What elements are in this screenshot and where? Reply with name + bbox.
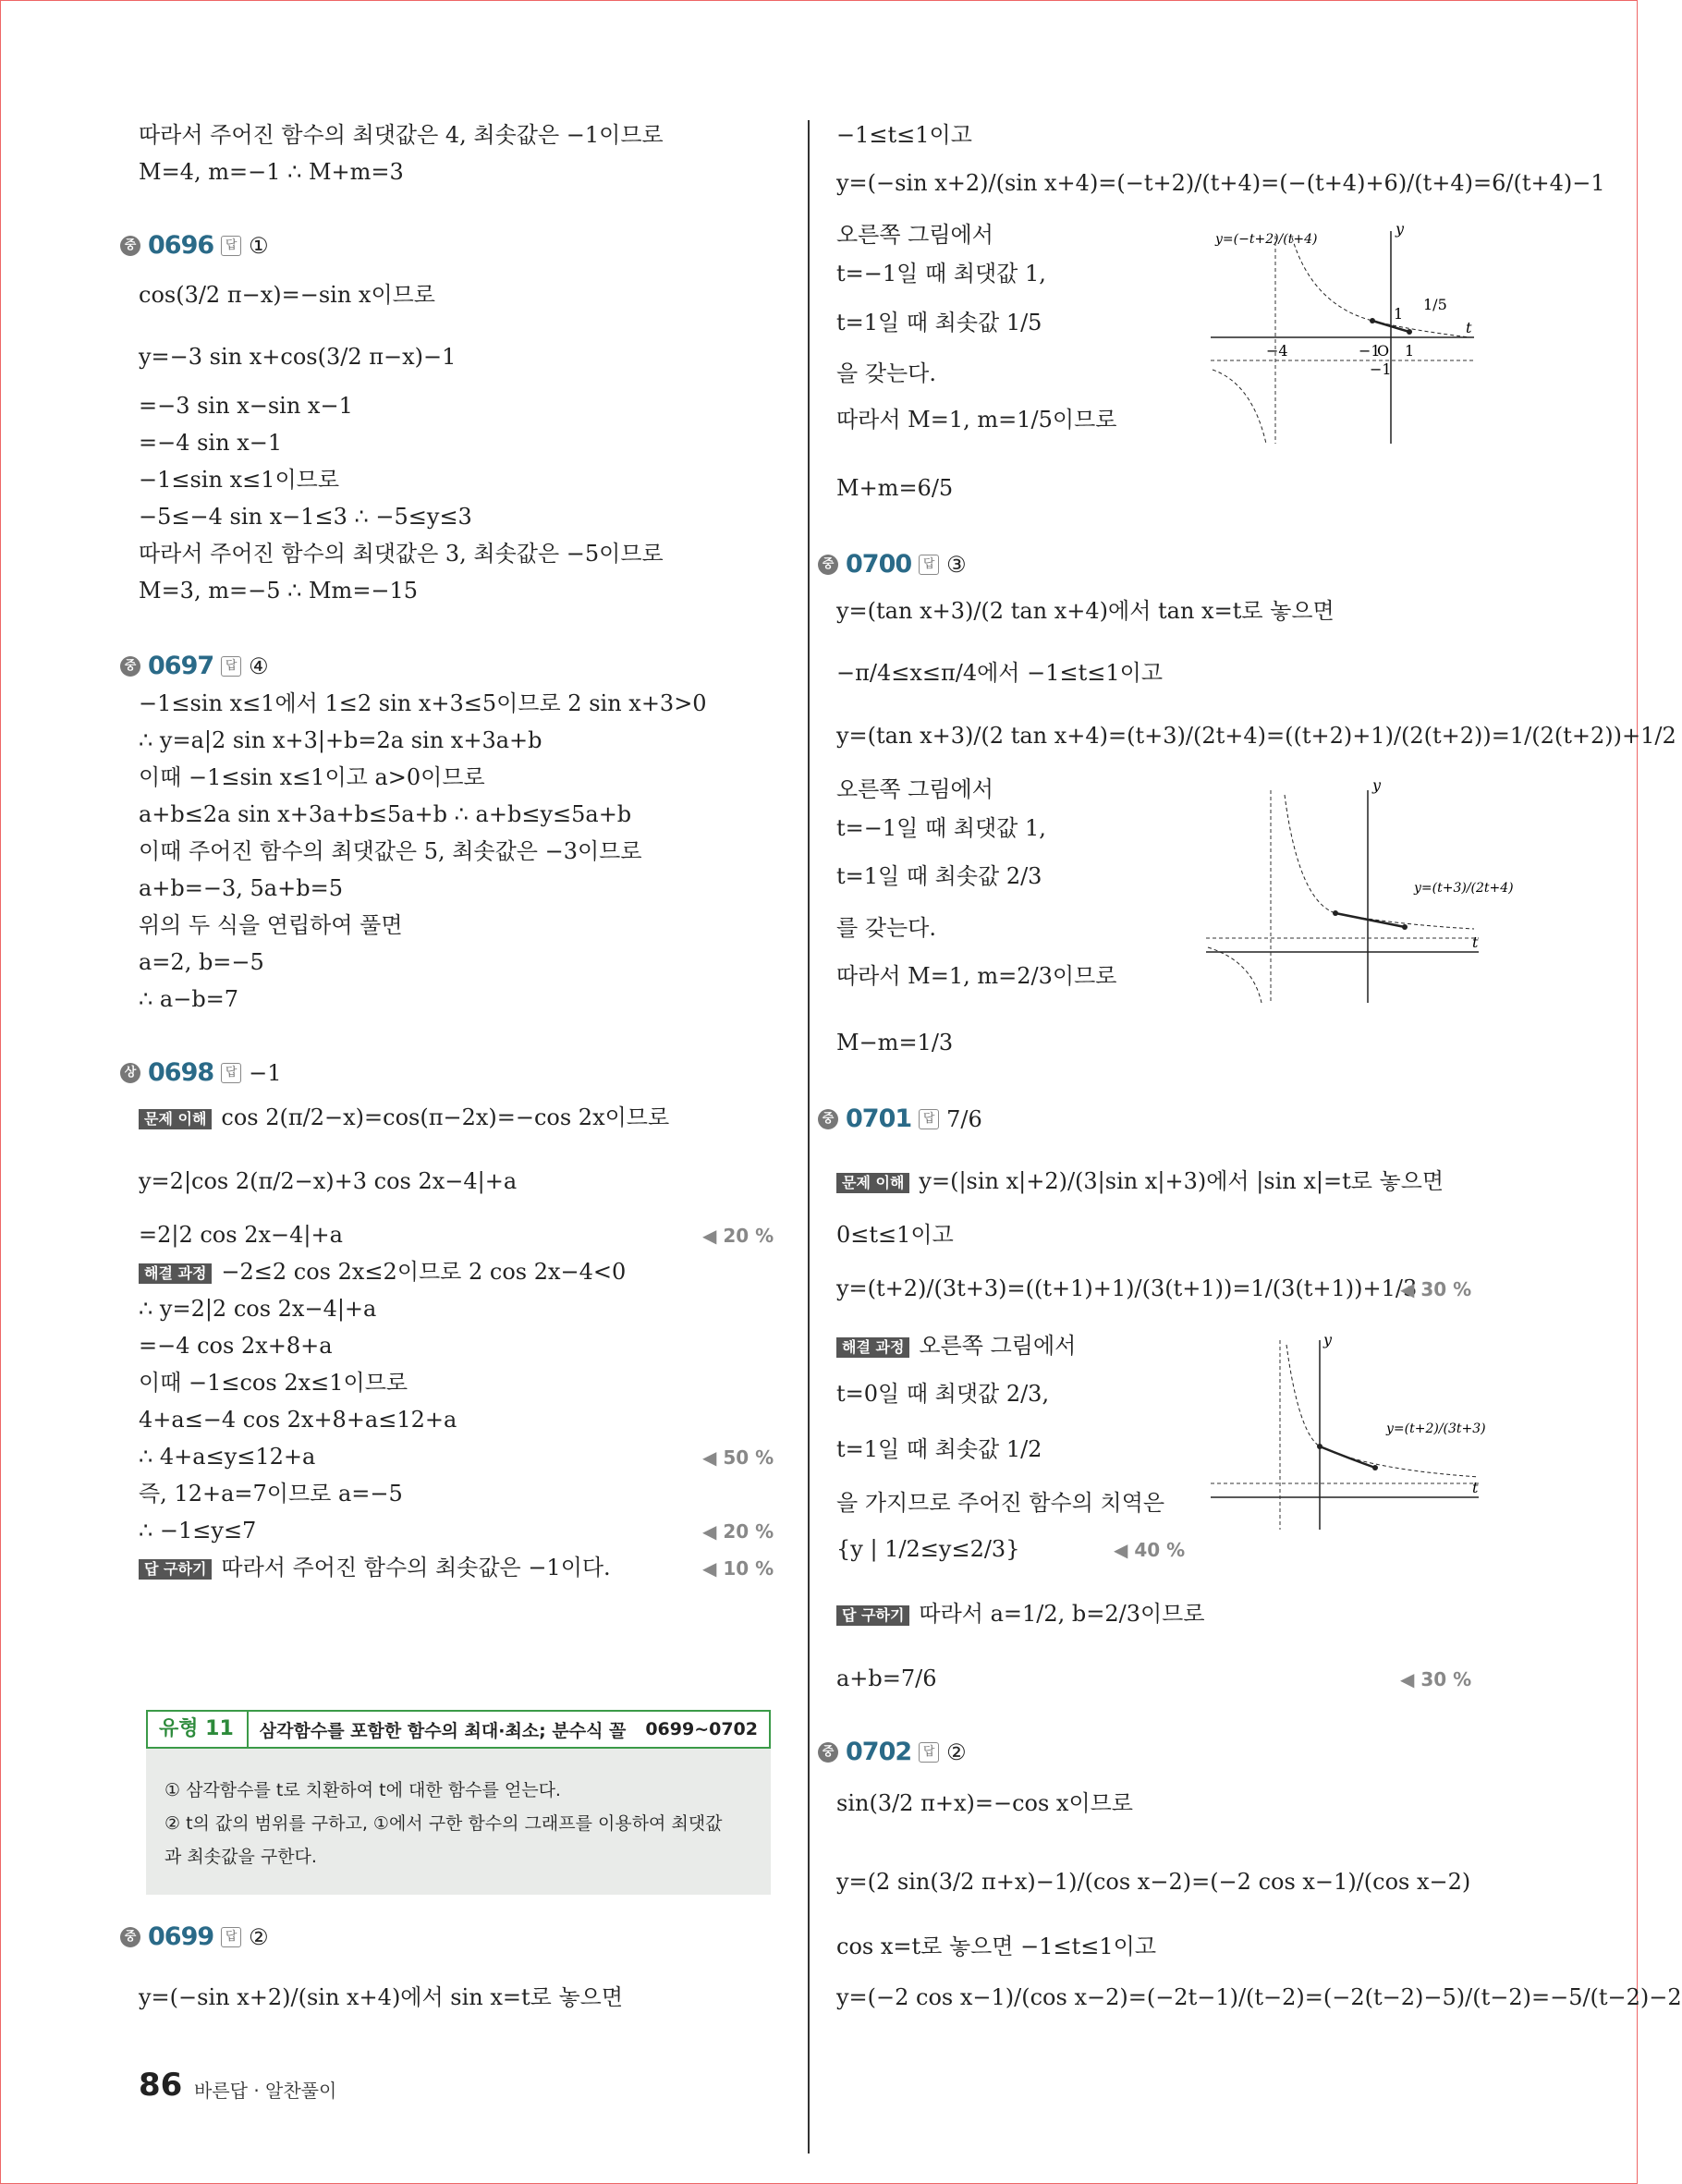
text-span: cos 2(π/2−x)=cos(π−2x)=−cos 2x이므로 (221, 1104, 670, 1130)
footer-title: 바른답 · 알찬풀이 (194, 2080, 337, 2102)
point (1402, 924, 1408, 930)
text-line (836, 1166, 1444, 1196)
answer: ① (249, 232, 269, 259)
graph-0700 (1206, 776, 1514, 1007)
text-line: cos x=t로 놓으면 −1≤t≤1이고 (836, 1934, 1156, 1959)
text-span: 따라서 a=1/2, b=2/3이므로 (919, 1601, 1205, 1627)
tick-label: −4 (1266, 342, 1288, 360)
graph-0701 (1211, 1331, 1486, 1534)
text-line: ∴ a−b=7 (139, 986, 239, 1012)
text-line: 따라서 주어진 함수의 최댓값은 3, 최솟값은 −5이므로 (139, 541, 664, 567)
text-line: =2|2 cos 2x−4|+a (139, 1222, 343, 1248)
text-line: ∴ 4+a≤y≤12+a (139, 1444, 316, 1470)
step-tag: 해결 과정 (836, 1337, 909, 1358)
answer: −1 (249, 1059, 282, 1086)
text-span: 오른쪽 그림에서 (919, 1333, 1077, 1359)
problem-number: 0698 (148, 1058, 214, 1087)
text-line: ∴ y=2|2 cos 2x−4|+a (139, 1296, 377, 1322)
problem-number: 0701 (846, 1104, 912, 1133)
problem-header-0696 (120, 231, 269, 260)
text-line: 위의 두 식을 연립하여 풀면 (139, 912, 403, 938)
tick-label: 1 (1405, 342, 1415, 360)
text-line: M=4, m=−1 ∴ M+m=3 (139, 159, 404, 185)
answer-label: 답 (919, 1109, 939, 1129)
tick-label: 1/5 (1423, 296, 1447, 313)
answer-label: 답 (221, 656, 241, 677)
difficulty-badge: 중 (818, 555, 838, 575)
type-box-header (146, 1710, 771, 1749)
text-line: −1≤sin x≤1에서 1≤2 sin x+3≤5이므로 2 sin x+3>0 (139, 690, 707, 716)
type-box (146, 1710, 771, 1895)
problem-header-0697 (120, 652, 269, 680)
type-box-line: ② t의 값의 범위를 구하고, ①에서 구한 함수의 그래프를 이용하여 최댓값 (165, 1813, 723, 1834)
problem-header-0699 (120, 1922, 269, 1951)
answer-label: 답 (919, 555, 939, 575)
answer-label: 답 (919, 1742, 939, 1763)
curve-segment (1320, 1446, 1375, 1468)
axis-label: y (1372, 776, 1382, 794)
score-percent: ◀ 10 % (702, 1557, 774, 1580)
text-line: 오른쪽 그림에서 (836, 776, 993, 802)
problem-number: 0697 (148, 652, 214, 680)
text-line: 이때 −1≤cos 2x≤1이므로 (139, 1370, 408, 1396)
point (1370, 318, 1375, 323)
text-line: =−4 cos 2x+8+a (139, 1333, 333, 1359)
text-line: cos(3/2 π−x)=−sin x이므로 (139, 282, 435, 308)
text-line: t=−1일 때 최댓값 1, (836, 815, 1046, 841)
tick-label: 1 (1394, 305, 1404, 323)
axis-label: t (1466, 319, 1472, 336)
text-line: M+m=6/5 (836, 475, 954, 501)
point (1407, 329, 1412, 335)
answer-label: 답 (221, 1927, 241, 1947)
text-line: 을 갖는다. (836, 360, 936, 386)
curve (1286, 1345, 1479, 1477)
text-line: ∴ −1≤y≤7 (139, 1518, 257, 1543)
step-tag: 답 구하기 (139, 1559, 212, 1580)
difficulty-badge: 상 (120, 1063, 140, 1083)
problem-header-0698 (120, 1058, 282, 1087)
text-line: y=(tan x+3)/(2 tan x+4)=(t+3)/(2t+4)=((t+2)+1)/(2(t+2))=1/(2(t+2))+1/2 (836, 723, 1676, 749)
text-line: −1≤sin x≤1이므로 (139, 467, 340, 493)
text-line: =−4 sin x−1 (139, 430, 283, 456)
difficulty-badge: 중 (120, 656, 140, 677)
axis-label: y (1323, 1331, 1333, 1348)
graph-0699 (1211, 217, 1479, 448)
text-line (139, 1553, 611, 1582)
text-line (836, 1331, 1076, 1360)
text-line: M=3, m=−5 ∴ Mm=−15 (139, 578, 419, 604)
difficulty-badge: 중 (818, 1742, 838, 1763)
type-range: 0699~0702 (645, 1719, 758, 1739)
text-line: y=(t+2)/(3t+3)=((t+1)+1)/(3(t+1))=1/(3(t+1))+1/3 (836, 1275, 1418, 1301)
curve (1285, 795, 1474, 929)
problem-number: 0700 (846, 550, 912, 579)
text-line: y=2|cos 2(π/2−x)+3 cos 2x−4|+a (139, 1168, 518, 1194)
text-line: t=1일 때 최솟값 1/2 (836, 1436, 1042, 1462)
text-line: −1≤t≤1이고 (836, 122, 972, 148)
text-line: 0≤t≤1이고 (836, 1222, 954, 1248)
text-line: a=2, b=−5 (139, 949, 264, 975)
axis-label: t (1472, 1479, 1479, 1496)
text-line: 즉, 12+a=7이므로 a=−5 (139, 1481, 403, 1507)
text-line: t=1일 때 최솟값 1/5 (836, 310, 1042, 336)
text-line: y=(−sin x+2)/(sin x+4)에서 sin x=t로 놓으면 (139, 1984, 624, 2010)
answer: 7/6 (946, 1105, 982, 1132)
problem-header-0701 (818, 1104, 982, 1133)
difficulty-badge: 중 (818, 1109, 838, 1129)
text-span: y=(|sin x|+2)/(3|sin x|+3)에서 |sin x|=t로 놓으면 (919, 1168, 1444, 1194)
answer-label: 답 (221, 1063, 241, 1083)
text-line: {y | 1/2≤y≤2/3} (836, 1536, 1020, 1562)
answer: ③ (946, 551, 967, 578)
text-line: a+b≤2a sin x+3a+b≤5a+b ∴ a+b≤y≤5a+b (139, 801, 632, 827)
answer: ④ (249, 653, 269, 679)
text-line (139, 1103, 669, 1132)
text-line: ∴ y=a|2 sin x+3|+b=2a sin x+3a+b (139, 727, 542, 753)
curve-label: y=(−t+2)/(t+4) (1215, 232, 1318, 247)
curve-segment (1335, 913, 1405, 927)
type-box-line: ① 삼각함수를 t로 치환하여 t에 대한 함수를 얻는다. (165, 1780, 561, 1800)
difficulty-badge: 중 (120, 236, 140, 256)
answer-label: 답 (221, 236, 241, 256)
step-tag: 문제 이해 (836, 1173, 909, 1193)
text-line: 따라서 주어진 함수의 최댓값은 4, 최솟값은 −1이므로 (139, 122, 664, 148)
text-line: y=(2 sin(3/2 π+x)−1)/(cos x−2)=(−2 cos x−1)/(cos x−2) (836, 1869, 1471, 1895)
score-percent: ◀ 30 % (1400, 1278, 1472, 1300)
text-line: 따라서 M=1, m=1/5이므로 (836, 407, 1117, 433)
text-line: 오른쪽 그림에서 (836, 222, 993, 248)
point (1333, 910, 1338, 916)
point (1317, 1444, 1322, 1449)
text-line: 4+a≤−4 cos 2x+8+a≤12+a (139, 1407, 457, 1433)
curve (1213, 370, 1266, 444)
page-number: 86 (139, 2067, 183, 2104)
text-span: −2≤2 cos 2x≤2이므로 2 cos 2x−4<0 (221, 1259, 627, 1285)
text-line: 이때 주어진 함수의 최댓값은 5, 최솟값은 −3이므로 (139, 838, 642, 864)
text-line: 따라서 M=1, m=2/3이므로 (836, 963, 1117, 989)
tick-label: −1 (1370, 360, 1392, 378)
text-line: 을 가지므로 주어진 함수의 치역은 (836, 1490, 1165, 1516)
problem-number: 0699 (148, 1922, 214, 1951)
point (1372, 1465, 1378, 1470)
text-line: t=0일 때 최댓값 2/3, (836, 1381, 1050, 1407)
curve (1208, 947, 1262, 1003)
curve-label: y=(t+3)/(2t+4) (1414, 881, 1514, 896)
tick-label: O (1377, 342, 1390, 360)
tick-label: −1 (1359, 342, 1381, 360)
text-line: =−3 sin x−sin x−1 (139, 393, 353, 419)
difficulty-badge: 중 (120, 1927, 140, 1947)
type-title: 삼각함수를 포함한 함수의 최대·최소; 분수식 꼴 (259, 1720, 627, 1741)
text-line: a+b=7/6 (836, 1665, 937, 1691)
problem-header-0702 (818, 1738, 967, 1766)
problem-number: 0696 (148, 231, 214, 260)
step-tag: 문제 이해 (139, 1109, 212, 1129)
text-line: 이때 −1≤sin x≤1이고 a>0이므로 (139, 764, 485, 790)
text-line (836, 1599, 1205, 1629)
text-line: t=−1일 때 최댓값 1, (836, 261, 1046, 287)
text-line: M−m=1/3 (836, 1030, 954, 1055)
text-line: a+b=−3, 5a+b=5 (139, 875, 343, 901)
axis-label: t (1472, 933, 1479, 951)
score-percent: ◀ 30 % (1400, 1668, 1472, 1690)
step-tag: 답 구하기 (836, 1605, 909, 1626)
axis-label: y (1396, 220, 1405, 238)
text-line: y=(−sin x+2)/(sin x+4)=(−t+2)/(t+4)=(−(t+4)+6)/(t+4)=6/(t+4)−1 (836, 170, 1605, 196)
type-label: 유형 11 (148, 1712, 249, 1747)
score-percent: ◀ 20 % (702, 1520, 774, 1543)
score-percent: ◀ 40 % (1114, 1539, 1186, 1561)
score-percent: ◀ 20 % (702, 1225, 774, 1247)
problem-number: 0702 (846, 1738, 912, 1766)
text-span: 따라서 주어진 함수의 최솟값은 −1이다. (221, 1555, 611, 1580)
score-percent: ◀ 50 % (702, 1446, 774, 1469)
step-tag: 해결 과정 (139, 1263, 212, 1284)
text-line: −π/4≤x≤π/4에서 −1≤t≤1이고 (836, 660, 1163, 686)
text-line: y=(tan x+3)/(2 tan x+4)에서 tan x=t로 놓으면 (836, 598, 1335, 624)
text-line: t=1일 때 최솟값 2/3 (836, 863, 1042, 889)
answer: ② (249, 1923, 269, 1950)
type-box-line: 과 최솟값을 구한다. (165, 1847, 317, 1867)
text-line: 를 갖는다. (836, 915, 936, 941)
text-line: y=−3 sin x+cos(3/2 π−x)−1 (139, 344, 457, 370)
text-line: sin(3/2 π+x)=−cos x이므로 (836, 1790, 1133, 1816)
problem-header-0700 (818, 550, 967, 579)
text-line: y=(−2 cos x−1)/(cos x−2)=(−2t−1)/(t−2)=(−2(t−2)−5)/(t−2)=−5/(t−2)−2 (836, 1984, 1682, 2010)
curve-label: y=(t+2)/(3t+3) (1386, 1421, 1486, 1436)
text-line: −5≤−4 sin x−1≤3 ∴ −5≤y≤3 (139, 504, 472, 530)
answer: ② (946, 1739, 967, 1765)
text-line (139, 1257, 626, 1287)
column-divider (808, 120, 810, 2153)
